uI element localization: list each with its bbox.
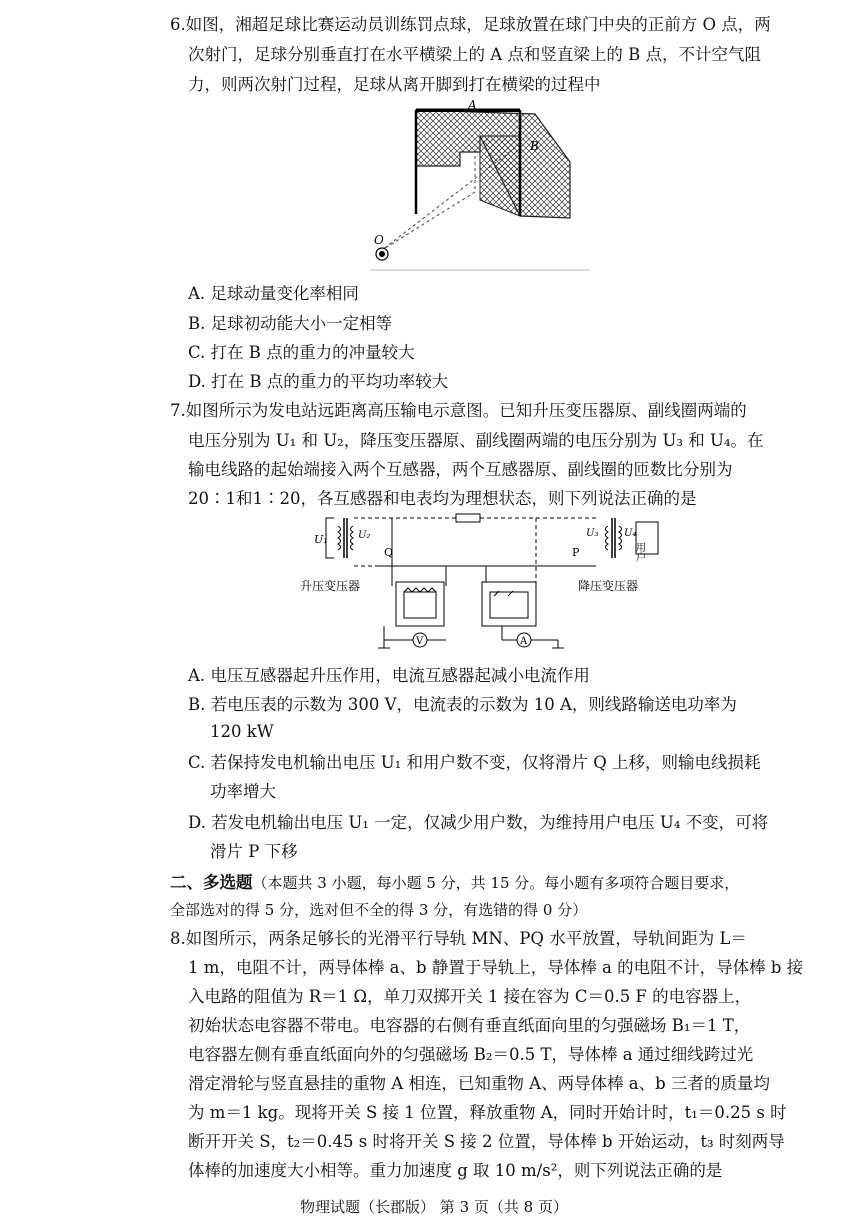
q6-option-d: D. 打在 B 点的重力的平均功率较大: [188, 372, 449, 391]
point-a-label: A: [468, 100, 477, 112]
u2-label: U₂: [358, 530, 371, 541]
q6-option-b: B. 足球初动能大小一定相等: [188, 314, 393, 333]
q7-option-c: C. 若保持发电机输出电压 U₁ 和用户数不变，仅将滑片 Q 上移，则输电线损耗: [188, 753, 761, 772]
q7-option-b-cont: 120 kW: [210, 722, 274, 741]
u3-label: U₃: [586, 528, 599, 539]
q8-line-8: 断开开关 S，t₂＝0.45 s 时将开关 S 接 2 位置，导体棒 b 开始运动，t₃ 时刻两导: [188, 1132, 785, 1151]
q6-line-1: 6.如图，湘超足球比赛运动员训练罚点球，足球放置在球门中央的正前方 O 点，两: [170, 15, 771, 34]
step-down-label: 降压变压器: [578, 579, 639, 593]
section2-heading: [170, 872, 739, 894]
q7-line-4: 20∶1和1∶20，各互感器和电表均为理想状态，则下列说法正确的是: [188, 489, 697, 508]
q6-line-2: 次射门，足球分别垂直打在水平横梁上的 A 点和竖直梁上的 B 点，不计空气阻: [188, 45, 762, 64]
p-label: P: [572, 546, 580, 559]
u4-label: U₄: [624, 528, 637, 539]
q6-option-a: A. 足球动量变化率相同: [188, 284, 359, 303]
q6-option-c: C. 打在 B 点的重力的冲量较大: [188, 343, 415, 362]
voltmeter-label: V: [416, 636, 424, 647]
point-o-label: O: [374, 233, 384, 247]
transmission-circuit-figure: [296, 510, 668, 658]
q6-line-3: 力，则两次射门过程，足球从离开脚到打在横梁的过程中: [188, 75, 601, 94]
section2-desc-2: 全部选对的得 5 分，选对但不全的得 3 分，有选错的得 0 分）: [170, 901, 588, 919]
q7-option-d-cont: 滑片 P 下移: [210, 842, 298, 861]
q7-line-3: 输电线路的起始端接入两个互感器，两个互感器原、副线圈的匝数比分别为: [188, 460, 733, 479]
section2-title: 二、多选题: [170, 873, 253, 892]
q7-option-c-cont: 功率增大: [210, 782, 276, 801]
section2-desc-1: （本题共 3 小题，每小题 5 分，共 15 分。每小题有多项符合题目要求，: [252, 874, 740, 892]
q7-line-1: 7.如图所示为发电站远距离高压输电示意图。已知升压变压器原、副线圈两端的: [170, 401, 747, 420]
q7-line-2: 电压分别为 U₁ 和 U₂，降压变压器原、副线圈两端的电压分别为 U₃ 和 U₄。在: [188, 431, 764, 450]
q7-option-d: D. 若发电机输出电压 U₁ 一定，仅减少用户数，为维持用户电压 U₄ 不变，可将: [188, 813, 769, 832]
q8-line-6: 滑定滑轮与竖直悬挂的重物 A 相连，已知重物 A、两导体棒 a、b 三者的质量均: [188, 1074, 770, 1093]
q8-line-5: 电容器左侧有垂直纸面向外的匀强磁场 B₂＝0.5 T，导体棒 a 通过细线跨过光: [188, 1045, 754, 1064]
point-b-label: B: [530, 139, 539, 153]
q-label: Q: [384, 546, 394, 559]
q8-line-7: 为 m＝1 kg。现将开关 S 接 1 位置，释放重物 A，同时开始计时，t₁＝0.25 s 时: [188, 1103, 787, 1122]
ammeter-label: A: [520, 636, 528, 647]
user-label: 用户: [633, 542, 645, 562]
u1-label: U₁: [314, 533, 328, 546]
q7-option-b: B. 若电压表的示数为 300 V，电流表的示数为 10 A，则线路输送电功率为: [188, 695, 737, 714]
q8-line-4: 初始状态电容器不带电。电容器的右侧有垂直纸面向里的匀强磁场 B₁＝1 T，: [188, 1016, 751, 1035]
q7-option-a: A. 电压互感器起升压作用，电流互感器起减小电流作用: [188, 666, 590, 685]
q8-line-9: 体棒的加速度大小相等。重力加速度 g 取 10 m/s²，则下列说法正确的是: [188, 1161, 723, 1180]
page-footer: 物理试题（长郡版） 第 3 页（共 8 页）: [300, 1198, 568, 1216]
q8-line-3: 入电路的阻值为 R＝1 Ω，单刀双掷开关 1 接在容为 C＝0.5 F 的电容器上，: [188, 987, 752, 1006]
q8-line-2: 1 m，电阻不计，两导体棒 a、b 静置于导轨上，导体棒 a 的电阻不计，导体棒 b 接: [188, 958, 804, 977]
q8-line-1: 8.如图所示，两条足够长的光滑平行导轨 MN、PQ 水平放置，导轨间距为 L＝: [170, 929, 747, 948]
goal-figure: [370, 100, 590, 272]
step-up-label: 升压变压器: [300, 579, 361, 593]
